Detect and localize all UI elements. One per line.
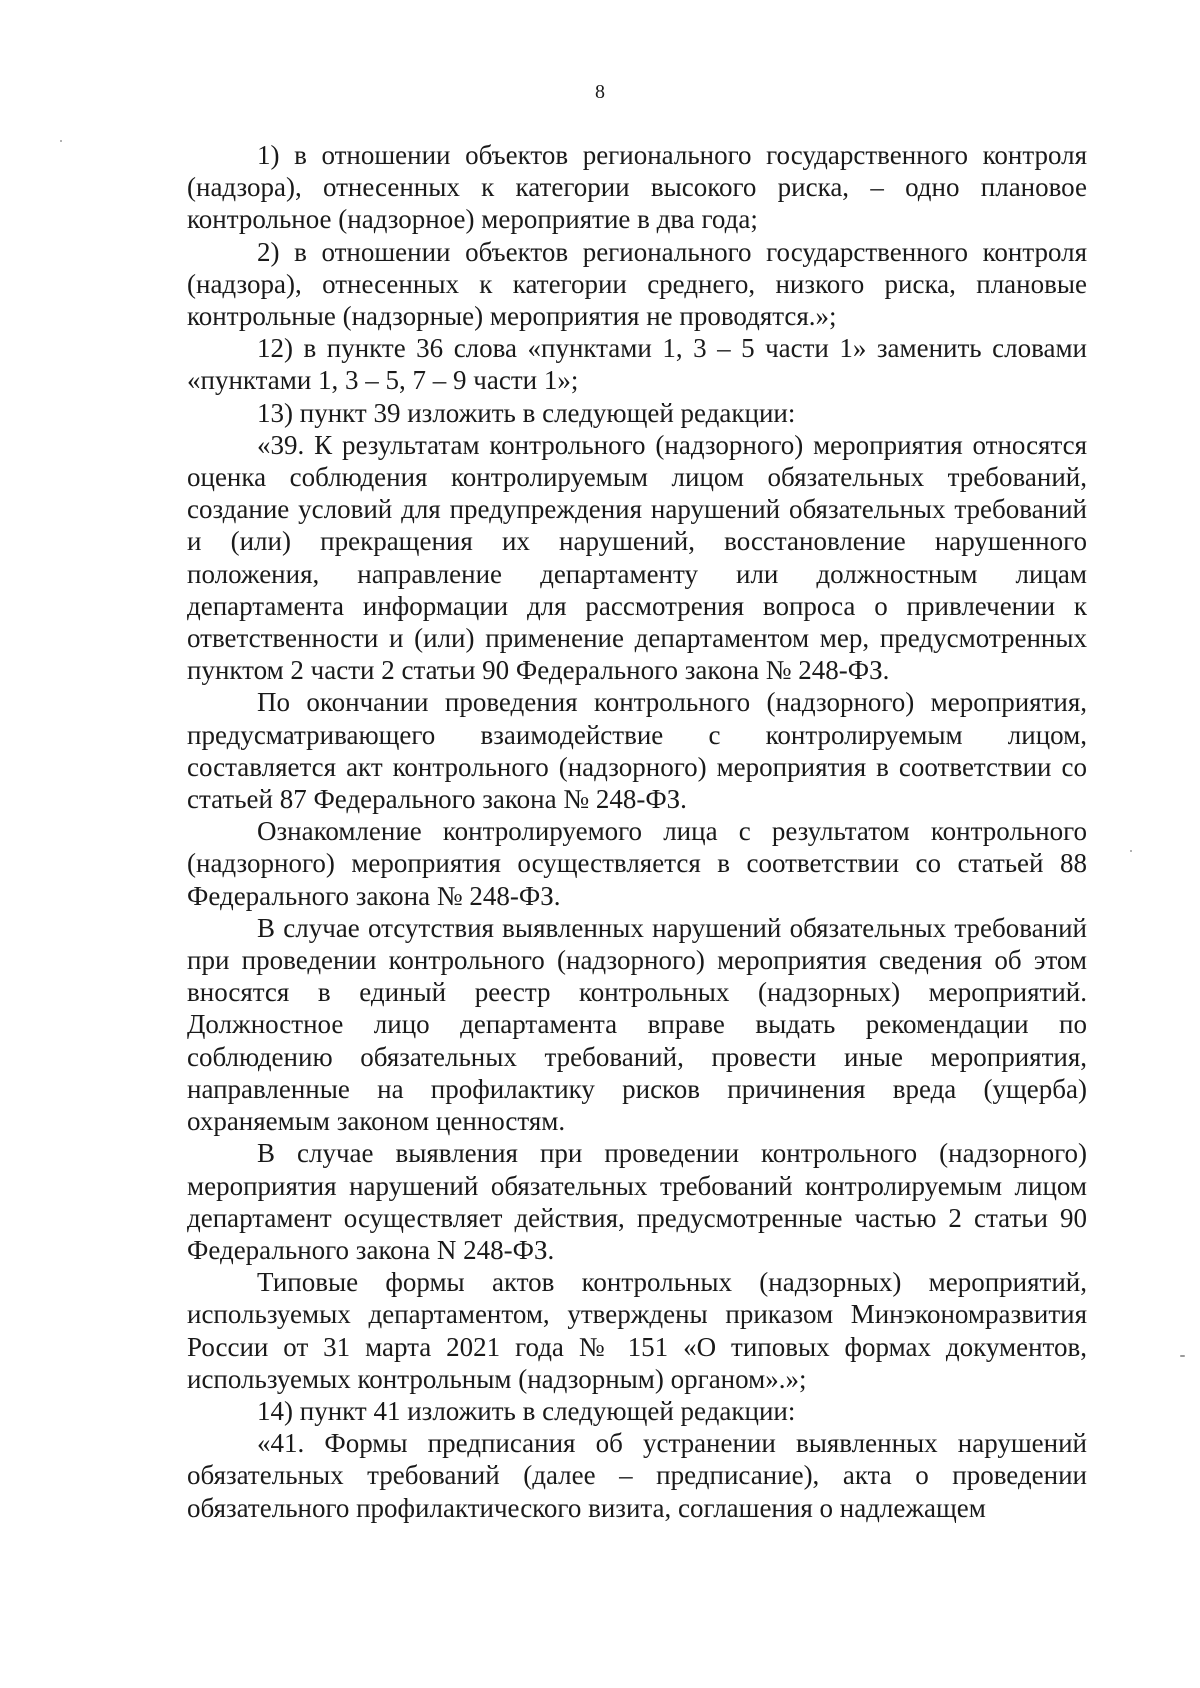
scan-speck <box>1130 850 1132 852</box>
paragraph-act-drafting: По окончании проведения контрольного (надзорного) мероприятия, предусматривающего взаимодействие с контролируемым лицом, составляется акт контрольного (надзорного) мероприятия в соответствии со статьей 87 Федерального закона № 248-ФЗ. <box>187 687 1087 815</box>
paragraph-violations-found: В случае выявления при проведении контрольного (надзорного) мероприятия нарушений обязательных требований контролируемым лицом департамент осуществляет действия, предусмотренные частью 2 статьи 90 Федерального закона N 248-ФЗ. <box>187 1138 1087 1265</box>
paragraph-item-1: 1) в отношении объектов регионального государственного контроля (надзора), отнесенных к категории высокого риска, – одно плановое контрольное (надзорное) мероприятие в два года; <box>187 140 1087 235</box>
scan-speck <box>60 140 62 142</box>
scan-speck <box>1180 1355 1185 1357</box>
paragraph-item-2: 2) в отношении объектов регионального государственного контроля (надзора), отнесенных к категории среднего, низкого риска, плановые контрольные (надзорные) мероприятия не проводятся.»; <box>187 236 1087 332</box>
paragraph-no-violations: В случае отсутствия выявленных нарушений обязательных требований при проведении контрольного (надзорного) мероприятия сведения об этом вносятся в единый реестр контрольных (надзорных) мероприятий. Должностное лицо департамента вправе выдать рекомендации по соблюдению обязательных требований, провести иные мероприятия, направленные на профилактику рисков причинения вреда (ущерба) охраняемым законом ценностям. <box>187 912 1087 1137</box>
paragraph-standard-forms: Типовые формы актов контрольных (надзорных) мероприятий, используемых департаментом, утверждены приказом Минэкономразвития России от 31 марта 2021 года № 151 «О типовых формах документов, используемых контрольным (надзорным) органом».»; <box>187 1267 1087 1394</box>
paragraph-item-12: 12) в пункте 36 слова «пунктами 1, 3 – 5 части 1» заменить словами «пунктами 1, 3 – 5, 7 – 9 части 1»; <box>187 333 1087 396</box>
document-body <box>187 139 1087 1524</box>
paragraph-item-14: 14) пункт 41 изложить в следующей редакции: <box>257 1395 796 1426</box>
paragraph-clause-41: «41. Формы предписания об устранении выявленных нарушений обязательных требований (далее – предписание), акта о проведении обязательного профилактического визита, соглашения о надлежащем <box>187 1428 1087 1523</box>
page-number: 8 <box>595 81 605 103</box>
paragraph-item-13: 13) пункт 39 изложить в следующей редакции: <box>257 397 796 428</box>
paragraph-clause-39: «39. К результатам контрольного (надзорного) мероприятия относятся оценка соблюдения контролируемым лицом обязательных требований, создание условий для предупреждения нарушений обязательных требований и (или) прекращения их нарушений, восстановление нарушенного положения, направление департаменту или должностным лицам департамента информации для рассмотрения вопроса о привлечении к ответственности и (или) применение департаментом мер, предусмотренных пунктом 2 части 2 статьи 90 Федерального закона № 248-ФЗ. <box>187 429 1087 686</box>
paragraph-familiarization: Ознакомление контролируемого лица с результатом контрольного (надзорного) мероприятия осуществляется в соответствии со статьей 88 Федерального закона № 248-ФЗ. <box>187 816 1087 911</box>
